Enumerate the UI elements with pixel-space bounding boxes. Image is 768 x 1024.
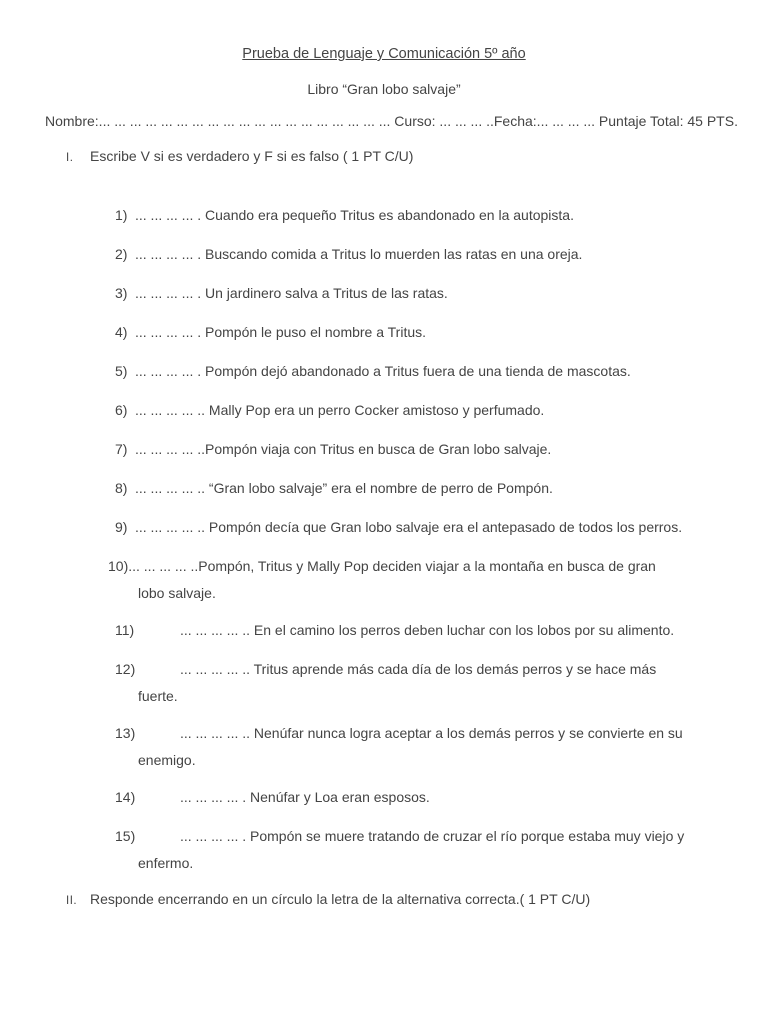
item-text: ... ... ... ... . Buscando comida a Tritus lo muerden las ratas en una oreja. xyxy=(135,246,583,262)
item-text: ... ... ... ... .. “Gran lobo salvaje” era el nombre de perro de Pompón. xyxy=(135,480,553,496)
item-number: 7) xyxy=(115,441,128,457)
item-text-wrap: lobo salvaje. xyxy=(138,585,216,601)
item-number: 8) xyxy=(115,480,128,496)
item-number: 3) xyxy=(115,285,128,301)
section-2-heading xyxy=(0,889,768,911)
item-text-wrap: fuerte. xyxy=(138,688,178,704)
true-false-list xyxy=(0,202,768,877)
section-1-heading xyxy=(0,146,768,168)
item-text: ... ... ... ... ..Pompón viaja con Tritus en busca de Gran lobo salvaje. xyxy=(135,441,552,457)
student-info-line: Nombre:... ... ... ... ... ... ... ... ... ... ... ... ... ... ... ... ... ... ... Curso: ... ... ... ..Fecha:... ... ... ... Puntaje Total: 45 PTS. xyxy=(45,113,738,129)
item-text: ... ... ... ... .. Mally Pop era un perro Cocker amistoso y perfumado. xyxy=(135,402,545,418)
item-number: 11) xyxy=(115,622,135,638)
true-false-item xyxy=(0,720,768,774)
section-2-numeral: II. xyxy=(66,895,78,907)
true-false-item xyxy=(0,823,768,877)
item-number: 1) xyxy=(115,207,128,223)
true-false-item xyxy=(0,514,768,541)
item-number: 6) xyxy=(115,402,128,418)
true-false-item xyxy=(0,280,768,307)
item-number: 4) xyxy=(115,324,128,340)
item-number: 10) xyxy=(108,558,129,574)
true-false-item xyxy=(0,617,768,644)
item-number: 13) xyxy=(115,725,136,741)
item-text: ... ... ... ... .. Tritus aprende más cada día de los demás perros y se hace más xyxy=(180,661,657,677)
true-false-item xyxy=(0,656,768,710)
item-text: ... ... ... ... . Pompón le puso el nombre a Tritus. xyxy=(135,324,427,340)
true-false-item xyxy=(0,553,768,607)
true-false-item xyxy=(0,475,768,502)
true-false-item xyxy=(0,319,768,346)
true-false-item xyxy=(0,358,768,385)
item-text: ... ... ... ... . Nenúfar y Loa eran esposos. xyxy=(180,789,430,805)
true-false-item xyxy=(0,436,768,463)
item-text: ... ... ... ... ..Pompón, Tritus y Mally Pop deciden viajar a la montaña en busca de gran xyxy=(128,558,656,574)
item-number: 2) xyxy=(115,246,128,262)
item-text: ... ... ... ... .. En el camino los perros deben luchar con los lobos por su alimento. xyxy=(180,622,675,638)
item-text: ... ... ... ... .. Pompón decía que Gran lobo salvaje era el antepasado de todos los perros. xyxy=(135,519,683,535)
item-number: 5) xyxy=(115,363,128,379)
true-false-item xyxy=(0,784,768,811)
section-1-instruction: Escribe V si es verdadero y F si es falso ( 1 PT C/U) xyxy=(90,148,414,164)
item-number: 12) xyxy=(115,661,136,677)
item-text: ... ... ... ... . Un jardinero salva a Tritus de las ratas. xyxy=(135,285,448,301)
item-number: 14) xyxy=(115,789,136,805)
item-text: ... ... ... ... . Pompón dejó abandonado a Tritus fuera de una tienda de mascotas. xyxy=(135,363,631,379)
item-number: 15) xyxy=(115,828,136,844)
item-text-wrap: enemigo. xyxy=(138,752,196,768)
true-false-item xyxy=(0,241,768,268)
document-title: Prueba de Lenguaje y Comunicación 5º año xyxy=(242,46,526,62)
true-false-item xyxy=(0,397,768,424)
item-text: ... ... ... ... . Pompón se muere tratando de cruzar el río porque estaba muy viejo y xyxy=(180,828,685,844)
item-text-wrap: enfermo. xyxy=(138,855,194,871)
item-number: 9) xyxy=(115,519,128,535)
item-text: ... ... ... ... .. Nenúfar nunca logra aceptar a los demás perros y se convierte en su xyxy=(180,725,683,741)
true-false-item xyxy=(0,202,768,229)
item-text: ... ... ... ... . Cuando era pequeño Tritus es abandonado en la autopista. xyxy=(135,207,574,223)
document-subtitle: Libro “Gran lobo salvaje” xyxy=(307,81,461,97)
section-2-instruction: Responde encerrando en un círculo la letra de la alternativa correcta.( 1 PT C/U) xyxy=(90,891,591,907)
section-1-numeral: I. xyxy=(66,152,74,164)
